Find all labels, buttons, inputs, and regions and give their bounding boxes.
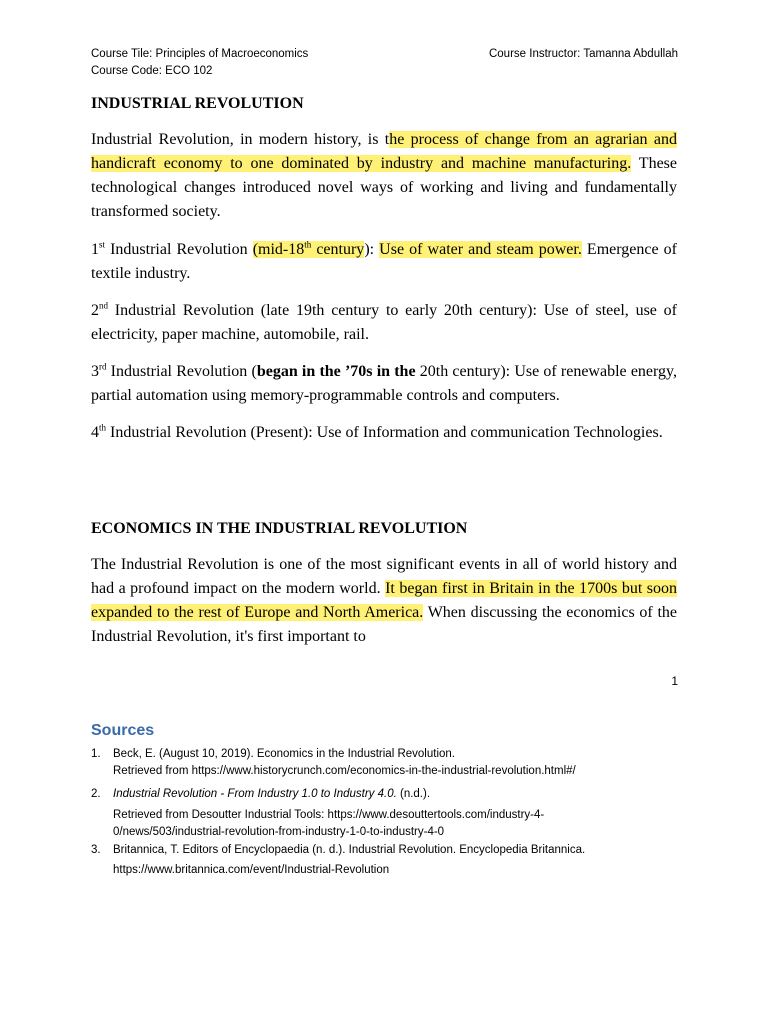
- course-title: Course Tile: Principles of Macroeconomics: [91, 48, 309, 60]
- source-item-1: 1. Beck, E. (August 10, 2019). Economics in the Industrial Revolution. Retrieved from https://www.historycrunch.com/economics-in-the-industrial-revolution.html#/: [91, 748, 576, 777]
- course-code: Course Code: ECO 102: [91, 65, 213, 77]
- first-revolution-paragraph: 1st Industrial Revolution (mid-18th century): Use of water and steam power. Emergence of textile industry.: [91, 239, 677, 282]
- section-title-economics: ECONOMICS IN THE INDUSTRIAL REVOLUTION: [91, 520, 468, 537]
- highlight: (mid-18th century: [252, 239, 365, 258]
- fourth-revolution-paragraph: 4th Industrial Revolution (Present): Use of Information and communication Technologies.: [91, 422, 663, 441]
- page-number: 1: [671, 674, 678, 688]
- second-revolution-paragraph: 2nd Industrial Revolution (late 19th century to early 20th century): Use of steel, use of electricity, paper machine, automobile, rail.: [91, 300, 677, 343]
- course-instructor: Course Instructor: Tamanna Abdullah: [488, 48, 678, 60]
- third-revolution-paragraph: 3rd Industrial Revolution (began in the ’70s in the 20th century): Use of renewable energy, partial automation using memory-programmable controls and computers.: [91, 361, 678, 404]
- highlight: It began first in Britain in the 1700s but soon expanded to the rest of Europe and North America.: [91, 580, 677, 621]
- economics-paragraph: The Industrial Revolution is one of the most significant events in all of world history and had a profound impact on the modern world. It began first in Britain in the 1700s but soon expanded to the rest of Europe and North America. When discussing the economics of the Industrial Revolution, it's first important to: [91, 556, 677, 645]
- highlight: he process of change from an agrarian and handicraft economy to one dominated by industry and machine manufacturing.: [91, 131, 677, 172]
- highlight: Use of water and steam power.: [379, 241, 582, 258]
- section-title-industrial-revolution: INDUSTRIAL REVOLUTION: [91, 95, 304, 112]
- source-item-2: 2. Industrial Revolution - From Industry 1.0 to Industry 4.0. (n.d.). Retrieved from Desoutter Industrial Tools: https://www.desouttertools.com/industry-4- 0/news/503/industrial-revolution-from-industry-1-0-to-industry-4-0: [91, 788, 545, 838]
- header-left: [91, 46, 308, 80]
- sources-title: Sources: [91, 722, 155, 739]
- intro-paragraph: Industrial Revolution, in modern history, is the process of change from an agrarian and handicraft economy to one dominated by industry and machine manufacturing. These technological changes introduced novel ways of working and living and fundamentally transformed society.: [91, 131, 677, 220]
- source-item-3: 3. Britannica, T. Editors of Encyclopaedia (n. d.). Industrial Revolution. Encyclopedia Britannica. https://www.britannica.com/event/Industrial-Revolution: [91, 844, 586, 876]
